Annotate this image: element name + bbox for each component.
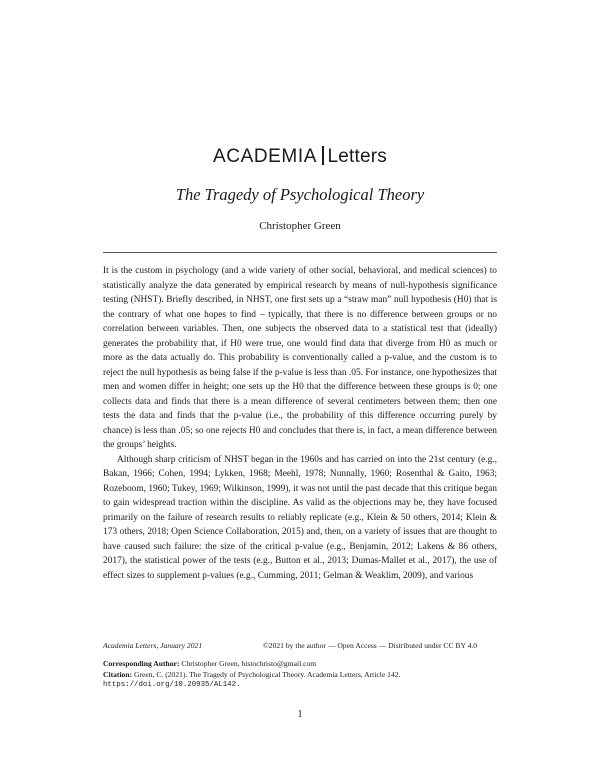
masthead-divider — [322, 146, 324, 165]
paper-author: Christopher Green — [259, 220, 341, 232]
article-body — [103, 264, 497, 583]
masthead-sub: Letters — [327, 146, 388, 167]
masthead-brand: ACADEMIA — [212, 146, 318, 167]
corresponding-author-value: Christopher Green, histochristo@gmail.com — [181, 659, 317, 669]
paragraph-2: Although sharp criticism of NHST began in the 1960s and has carried on into the 21st century (e.g., Bakan, 1966; Cohen, 1994; Lykken, 1968; Meehl, 1978; Nunnally, 1960; Rosenthal & Gaito, 1963; Rozeboom, 1960; Tukey, 1969; Wilkinson, 1999), it was not until the past decade that this critique began to gain widespread traction within the discipline. As valid as the objections may be, they have focused primarily on the failure of research results to reliably replicate (e.g., Klein & 50 others, 2014; Klein & 173 others, 2018; Open Science Collaboration, 2015) and, then, on a variety of issues that are thought to have caused such failure: the size of the critical p-value (e.g., Benjamin, 2012; Lakens & 86 others, 2017), the statistical power of the tests (e.g., Button et al., 2013; Dumas-Mallet et al., 2017), the use of effect sizes to supplement p-values (e.g., Cumming, 2011; Gelman & Weaklim, 2009), and various — [103, 454, 497, 581]
citation-value: Green, C. (2021). The Tragedy of Psychological Theory. Academia Letters, Article 142. — [134, 669, 401, 679]
journal-date: Academia Letters, January 2021 — [103, 641, 203, 650]
citation — [103, 670, 497, 680]
license-text: ©2021 by the author — Open Access — Distributed under CC BY 4.0 — [263, 641, 478, 650]
page-number: 1 — [297, 709, 303, 720]
corresponding-author — [103, 659, 497, 669]
paper-title: The Tragedy of Psychological Theory — [175, 185, 425, 204]
paragraph-1: It is the custom in psychology (and a wide variety of other social, behavioral, and medical sciences) to statistically analyze the data generated by empirical research by means of null-hypothesis significance testing (NHST). Briefly described, in NHST, one first sets up a “straw man” null hypothesis (H0) that is the contrary of what one hopes to find – typically, that there is no difference between groups or no correlation between variables. Then, one subjects the observed data to a statistical test that (ideally) generates the probability that, if H0 were true, one would find data that diverge from H0 as much or more as the data actually do. This probability is conventionally called a p-value, and the custom is to reject the null hypothesis as being false if the p-value is less than .05. For instance, one hypothesizes that men and women differ in height; one sets up the H0 that the difference between these groups is 0; one collects data and finds that there is a mean difference of several centimeters between them; then one tests the data and finds that the p-value (i.e., the probability of this difference occurring purely by chance) is less than .05; so one rejects H0 and concludes that there is, in fact, a mean difference between the groups’ heights. — [103, 266, 497, 450]
corresponding-author-label: Corresponding Author: — [103, 659, 180, 669]
citation-label: Citation: — [103, 669, 133, 679]
doi-link[interactable]: https://doi.org/10.20935/AL142. — [103, 681, 241, 690]
academia-letters-logo — [0, 146, 600, 168]
title-rule — [103, 252, 497, 253]
article-footer — [103, 641, 497, 691]
